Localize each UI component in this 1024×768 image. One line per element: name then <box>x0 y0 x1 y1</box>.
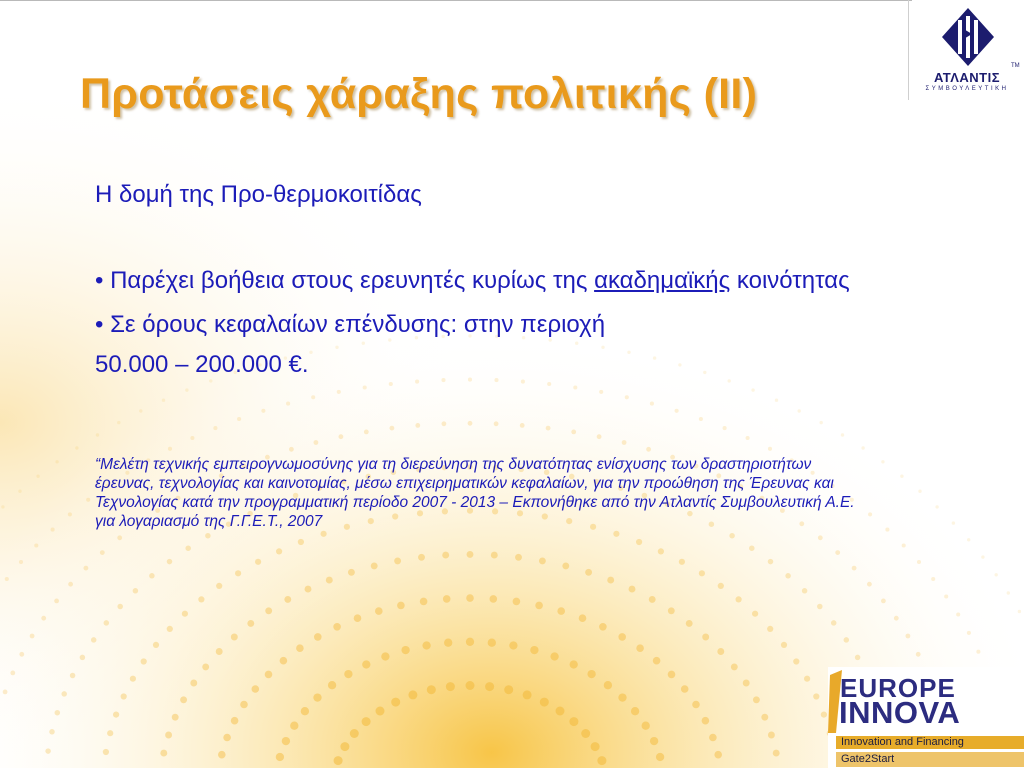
decor-dot <box>133 588 139 594</box>
decor-dot <box>658 548 664 554</box>
decor-dot <box>935 505 938 508</box>
decor-dot <box>1 505 4 508</box>
decor-dot <box>216 583 222 589</box>
decor-dot <box>562 562 569 569</box>
decor-dot <box>427 685 436 694</box>
decor-dot <box>218 751 226 759</box>
decor-dot <box>80 655 86 661</box>
decor-dot <box>337 390 341 394</box>
decor-dot <box>631 707 639 715</box>
decor-dot <box>168 447 172 451</box>
bullet-item-support <box>95 265 855 297</box>
decor-dot <box>668 671 676 679</box>
decor-dot <box>646 447 651 452</box>
decor-dot <box>301 707 309 715</box>
decor-dot <box>113 712 119 718</box>
decor-dot <box>363 385 367 389</box>
decor-dot <box>885 528 889 532</box>
decor-dot <box>852 566 857 571</box>
decor-dot <box>10 671 15 676</box>
decor-dot <box>401 646 409 654</box>
decor-dot <box>535 602 543 610</box>
decor-dot <box>649 596 656 603</box>
decor-dot <box>768 447 772 451</box>
decor-dot <box>36 475 39 478</box>
decor-dot <box>223 734 231 742</box>
decor-dot <box>868 512 872 516</box>
logo-europe-text: EUROPE <box>840 673 956 703</box>
decor-dot <box>743 680 750 687</box>
decor-dot <box>371 562 378 569</box>
decor-dot <box>523 690 532 699</box>
decor-dot <box>328 681 336 689</box>
decor-dot <box>41 616 46 621</box>
decor-dot <box>344 670 352 678</box>
decor-dot <box>581 729 590 738</box>
decor-dot <box>397 602 405 610</box>
decor-dot <box>699 570 705 576</box>
decor-dot <box>591 742 600 751</box>
decor-dot <box>490 595 498 603</box>
decor-dot <box>420 598 428 606</box>
decor-dot <box>692 701 700 709</box>
bullet-text: • Παρέχει βοήθεια στους ερευνητές κυρίως της <box>95 267 595 294</box>
decor-dot <box>494 421 499 426</box>
decor-dot <box>182 611 188 617</box>
decor-dot <box>265 671 273 679</box>
decor-dot <box>573 385 577 389</box>
decor-dot <box>841 433 844 436</box>
decor-dot <box>202 663 209 670</box>
decor-dot <box>867 582 872 587</box>
decor-dot <box>753 696 760 703</box>
decor-dot <box>139 409 142 412</box>
decor-dot <box>5 577 9 581</box>
decor-dot <box>394 557 401 564</box>
decor-dot <box>613 531 619 537</box>
decor-dot <box>513 598 521 606</box>
decor-dot <box>944 594 948 598</box>
decor-dot <box>30 634 35 639</box>
decor-dot <box>642 722 650 730</box>
decor-dot <box>709 734 717 742</box>
decor-dot <box>718 583 724 589</box>
atlantis-logo-name: ΑΤΛΑΝΤΙΣ <box>933 70 1001 85</box>
decor-dot <box>340 742 349 751</box>
decor-dot <box>656 753 664 761</box>
decor-dot <box>107 730 113 736</box>
decor-dot <box>976 650 980 654</box>
decor-dot <box>231 717 239 725</box>
decor-dot <box>579 614 587 622</box>
decor-dot <box>653 657 661 665</box>
decor-dot <box>995 573 998 576</box>
decor-dot <box>520 423 525 428</box>
decor-dot <box>821 712 827 718</box>
decor-dot <box>952 521 955 524</box>
decor-dot <box>550 652 558 660</box>
decor-dot <box>607 577 614 584</box>
decor-dot <box>104 620 110 626</box>
decor-dot <box>1007 591 1010 594</box>
decor-dot <box>252 685 260 693</box>
study-citation: “Μελέτη τεχνικής εμπειρογνωμοσύνης για τη διερεύνηση της δυνατότητας ενίσχυσης των δραστηριοτήτων έρευνας, τεχνολογίας και καινοτομίας, μέσω επιχειρηματικών κεφαλαίων, για την προώθηση της Έρευνας και Τεχνολογίας κατά την προγραμματική περίοδο 2007 - 2013 – Εκπονήθηκε από την Ατλαντίς Συμβουλευτική Α.Ε. για λογαριασμό της Γ.Γ.Ε.Τ., 2007 <box>95 456 855 530</box>
decor-dot <box>100 550 105 555</box>
decor-dot <box>3 690 8 695</box>
decor-dot <box>723 426 727 430</box>
decor-dot <box>284 596 291 603</box>
decor-dot <box>855 655 861 661</box>
decor-dot <box>61 691 67 697</box>
decor-dot <box>956 612 960 616</box>
decor-dot <box>931 577 935 581</box>
decor-dot <box>333 623 341 631</box>
decor-dot <box>916 652 921 657</box>
decor-dot <box>86 498 90 502</box>
decor-dot <box>686 620 693 627</box>
decor-dot <box>172 714 179 721</box>
decor-dot <box>235 570 241 576</box>
decor-dot <box>468 421 473 426</box>
decor-dot <box>354 614 362 622</box>
decor-dot <box>768 732 775 739</box>
decor-dot <box>702 634 709 641</box>
decor-dot <box>334 756 343 765</box>
decor-dot <box>467 551 474 558</box>
decor-dot <box>831 620 837 626</box>
decor-dot <box>265 607 272 614</box>
decor-dot <box>767 626 773 632</box>
decor-dot <box>981 555 984 558</box>
decor-dot <box>276 753 284 761</box>
decor-dot <box>19 560 23 564</box>
decor-dot <box>70 673 76 679</box>
decor-dot <box>861 446 864 449</box>
decor-dot <box>881 460 884 463</box>
decor-dot <box>793 658 799 664</box>
decor-dot <box>51 528 55 532</box>
decor-dot <box>362 660 370 668</box>
decor-dot <box>488 639 496 647</box>
decor-dot <box>185 388 188 391</box>
decor-dot <box>798 409 801 412</box>
decor-dot <box>650 402 654 406</box>
bullet-text-end: κοινότητας <box>730 267 850 294</box>
decor-dot <box>296 644 304 652</box>
decor-dot <box>466 594 474 602</box>
decor-dot <box>844 637 850 643</box>
decor-dot <box>597 756 606 765</box>
decor-dot <box>717 648 724 655</box>
decor-dot <box>96 433 99 436</box>
decor-dot <box>198 596 204 602</box>
decor-dot <box>446 682 455 691</box>
decor-dot <box>117 421 120 424</box>
atlantis-logo-subtitle: ΣΥΜΒΟΥΛΕΥΤΙΚΗ <box>925 86 1009 92</box>
decor-dot <box>34 543 38 547</box>
decor-dot <box>103 749 109 755</box>
decor-dot <box>231 634 238 641</box>
europe-innova-logo <box>828 667 1024 768</box>
decor-dot <box>75 446 78 449</box>
decor-dot <box>442 421 447 426</box>
decor-dot <box>556 707 565 716</box>
decor-dot <box>415 423 420 428</box>
decor-dot <box>650 737 658 745</box>
decor-dot <box>785 573 791 579</box>
decor-dot <box>585 569 592 576</box>
decor-dot <box>894 616 899 621</box>
decor-dot <box>290 722 298 730</box>
decor-dot <box>820 421 823 424</box>
decor-dot <box>282 737 290 745</box>
decor-dot <box>68 582 73 587</box>
decor-dot <box>668 607 675 614</box>
decor-dot <box>597 434 602 439</box>
decor-dot <box>599 390 603 394</box>
decor-dot <box>141 658 147 664</box>
decor-dot <box>571 430 576 435</box>
decor-dot <box>466 681 475 690</box>
decor-dot <box>185 545 191 551</box>
trademark-mark: TM <box>1011 63 1020 69</box>
decor-dot <box>636 644 644 652</box>
decor-dot <box>180 696 187 703</box>
decor-dot <box>1018 610 1021 613</box>
decor-dot <box>255 559 261 565</box>
decor-dot <box>485 682 494 691</box>
bullet-item-investment <box>95 305 855 385</box>
decor-dot <box>167 626 173 632</box>
decor-dot <box>418 554 425 561</box>
decor-dot <box>781 642 787 648</box>
decor-dot <box>768 559 774 565</box>
slide-subtitle: Η δομή της Προ-θερμοκοιτίδας <box>95 181 422 208</box>
decor-dot <box>117 535 122 540</box>
logo-innova-text: INNOVA <box>839 695 961 730</box>
decor-dot <box>130 676 136 682</box>
bullet-list <box>95 265 855 385</box>
decor-dot <box>313 693 321 701</box>
decor-dot <box>736 596 742 602</box>
decor-dot <box>153 642 159 648</box>
decor-dot <box>54 599 59 604</box>
decor-dot <box>247 620 254 627</box>
decor-dot <box>491 552 498 559</box>
decor-dot <box>311 395 315 399</box>
decor-dot <box>160 750 167 757</box>
decor-dot <box>618 693 626 701</box>
decor-dot <box>362 717 371 726</box>
decor-dot <box>881 599 886 604</box>
decor-dot <box>729 533 735 539</box>
bullet-line-1: • Σε όρους κεφαλαίων επένδυσης: στην περιοχή <box>95 311 606 338</box>
decor-dot <box>699 417 703 421</box>
decor-dot <box>162 399 165 402</box>
decor-dot <box>636 539 642 545</box>
decor-dot <box>326 577 333 584</box>
decor-dot <box>321 531 327 537</box>
decor-dot <box>569 717 578 726</box>
decor-dot <box>213 426 217 430</box>
decor-dot <box>84 566 89 571</box>
decor-dot <box>376 707 385 716</box>
decor-dot <box>804 676 810 682</box>
decor-dot <box>629 586 636 593</box>
logo-divider-line <box>908 0 909 100</box>
decor-dot <box>443 595 451 603</box>
decor-dot <box>775 399 778 402</box>
decor-dot <box>205 533 211 539</box>
decor-dot <box>276 548 282 554</box>
decor-dot <box>314 440 319 445</box>
decor-dot <box>773 750 780 757</box>
decor-dot <box>557 607 565 615</box>
decor-dot <box>618 633 626 641</box>
decor-dot <box>286 402 290 406</box>
decor-dot <box>149 573 155 579</box>
decor-dot <box>165 732 172 739</box>
decor-dot <box>752 611 758 617</box>
decor-dot <box>967 631 971 635</box>
decor-dot <box>444 639 452 647</box>
decor-dot <box>375 607 383 615</box>
decor-dot <box>587 670 595 678</box>
decor-dot <box>746 436 750 440</box>
decor-dot <box>749 545 755 551</box>
decor-dot <box>390 426 395 431</box>
slide-title: Προτάσεις χάραξης πολιτικής (ΙΙ) <box>80 70 758 118</box>
decor-dot <box>918 490 921 493</box>
decor-dot <box>55 710 61 716</box>
decor-dot <box>261 409 265 413</box>
decor-dot <box>540 698 549 707</box>
logo-innovation-bar: Innovation and Financing <box>836 736 1024 749</box>
decor-dot <box>817 604 823 610</box>
decor-dot <box>835 550 840 555</box>
decor-dot <box>731 663 738 670</box>
decor-dot <box>625 395 629 399</box>
decor-dot <box>917 560 921 564</box>
decor-dot <box>348 569 355 576</box>
decor-dot <box>681 685 689 693</box>
decor-dot <box>422 641 430 649</box>
decor-dot <box>751 388 754 391</box>
decor-dot <box>391 698 400 707</box>
decor-dot <box>515 554 522 561</box>
decor-dot <box>702 717 710 725</box>
decor-dot <box>280 657 288 665</box>
decor-dot <box>761 714 768 721</box>
decor-dot <box>504 685 513 694</box>
decor-dot <box>68 512 72 516</box>
decor-dot <box>305 586 312 593</box>
decor-dot <box>117 604 123 610</box>
decor-dot <box>604 681 612 689</box>
decor-dot <box>240 701 248 709</box>
decor-dot <box>216 648 223 655</box>
decor-dot <box>622 440 627 445</box>
decor-dot <box>55 460 58 463</box>
decor-dot <box>18 490 21 493</box>
decor-dot <box>289 447 294 452</box>
decor-dot <box>599 623 607 631</box>
decor-dot <box>902 543 906 547</box>
decor-dot <box>539 557 546 564</box>
decor-dot <box>813 693 819 699</box>
decor-dot <box>190 680 197 687</box>
decor-dot <box>679 559 685 565</box>
decor-dot <box>350 729 359 738</box>
decor-dot <box>818 535 823 540</box>
decor-dot <box>298 539 304 545</box>
decor-dot <box>408 690 417 699</box>
decor-dot <box>675 409 679 413</box>
decor-dot <box>900 475 903 478</box>
decor-dot <box>802 588 808 594</box>
decor-dot <box>339 434 344 439</box>
bullet-underlined-text: ακαδημαϊκής <box>594 267 731 294</box>
decor-dot <box>364 430 369 435</box>
decor-dot <box>49 729 55 735</box>
bullet-line-2: 50.000 – 200.000 €. <box>95 351 309 378</box>
decor-dot <box>570 660 578 668</box>
decor-dot <box>190 436 194 440</box>
decor-dot <box>530 646 538 654</box>
decor-dot <box>714 751 722 759</box>
decor-dot <box>45 748 51 754</box>
decor-dot <box>237 417 241 421</box>
decor-dot <box>509 641 517 649</box>
decor-dot <box>906 634 911 639</box>
decor-dot <box>442 552 449 559</box>
decor-dot <box>466 638 474 646</box>
decor-dot <box>314 633 322 641</box>
logo-gate2start-bar: Gate2Start <box>836 752 1024 767</box>
decor-dot <box>91 637 97 643</box>
top-divider-line <box>0 0 912 1</box>
decor-dot <box>121 693 127 699</box>
decor-dot <box>19 652 24 657</box>
decor-dot <box>167 559 173 565</box>
decor-dot <box>967 538 970 541</box>
decor-dot <box>381 652 389 660</box>
decor-dot <box>546 426 551 431</box>
